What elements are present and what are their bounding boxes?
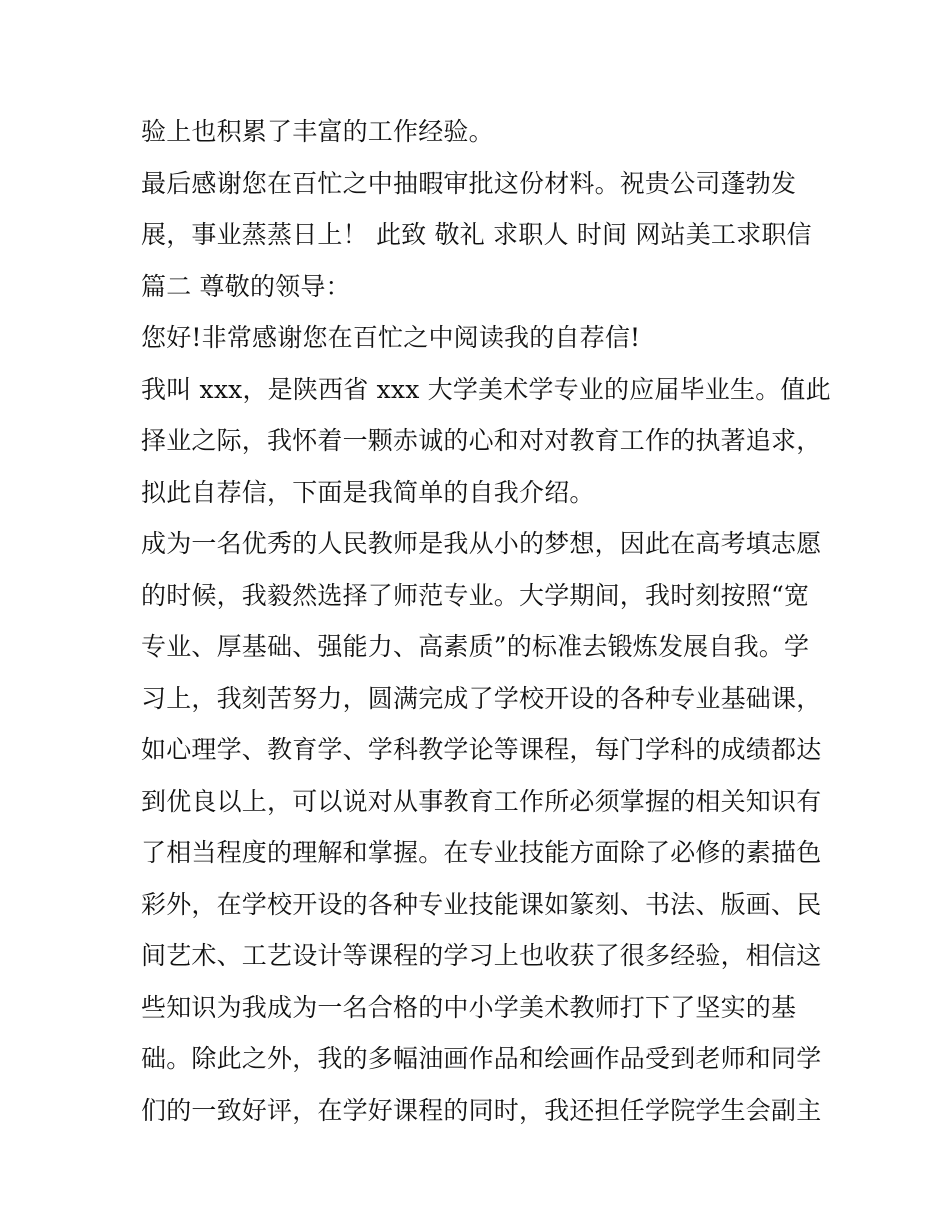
text-line: 间艺术、工艺设计等课程的学习上也收获了很多经验，相信这 [141, 941, 822, 970]
text-line: 彩外，在学校开设的各种专业技能课如篆刻、书法、版画、民 [141, 889, 822, 919]
text-line: 础。除此之外，我的多幅油画作品和绘画作品受到老师和同学 [141, 1044, 822, 1073]
document-body [141, 106, 831, 1136]
text-line: 些知识为我成为一名合格的中小学美术教师打下了坚实的基 [141, 992, 797, 1022]
text-line: 我叫 xxx，是陕西省 xxx 大学美术学专业的应届毕业生。值此 [141, 374, 831, 404]
text-line: 的时候，我毅然选择了师范专业。大学期间，我时刻按照“宽 [141, 580, 810, 610]
text-line: 如心理学、教育学、学科教学论等课程，每门学科的成绩都达 [141, 735, 822, 764]
text-line: 篇二 尊敬的领导： [141, 271, 351, 301]
text-line: 习上，我刻苦努力，圆满完成了学校开设的各种专业基础课， [141, 683, 822, 713]
text-line: 拟此自荐信，下面是我简单的自我介绍。 [141, 477, 595, 507]
text-line: 展，事业蒸蒸日上！ 此致 敬礼 求职人 时间 网站美工求职信 [141, 220, 812, 249]
text-line: 们的一致好评，在学好课程的同时，我还担任学院学生会副主 [141, 1095, 822, 1125]
text-line: 验上也积累了丰富的工作经验。 [141, 117, 494, 146]
text-line: 择业之际，我怀着一颗赤诚的心和对对教育工作的执著追求， [141, 426, 822, 455]
text-line: 成为一名优秀的人民教师是我从小的梦想，因此在高考填志愿 [141, 529, 822, 558]
text-line: 最后感谢您在百忙之中抽暇审批这份材料。祝贵公司蓬勃发 [141, 168, 797, 198]
text-line: 专业、厚基础、强能力、高素质”的标准去锻炼发展自我。学 [141, 632, 810, 661]
text-line: 到优良以上，可以说对从事教育工作所必须掌握的相关知识有 [141, 786, 822, 816]
text-line: 了相当程度的理解和掌握。在专业技能方面除了必修的素描色 [141, 838, 822, 867]
text-line: 您好!非常感谢您在百忙之中阅读我的自荐信! [141, 323, 641, 352]
